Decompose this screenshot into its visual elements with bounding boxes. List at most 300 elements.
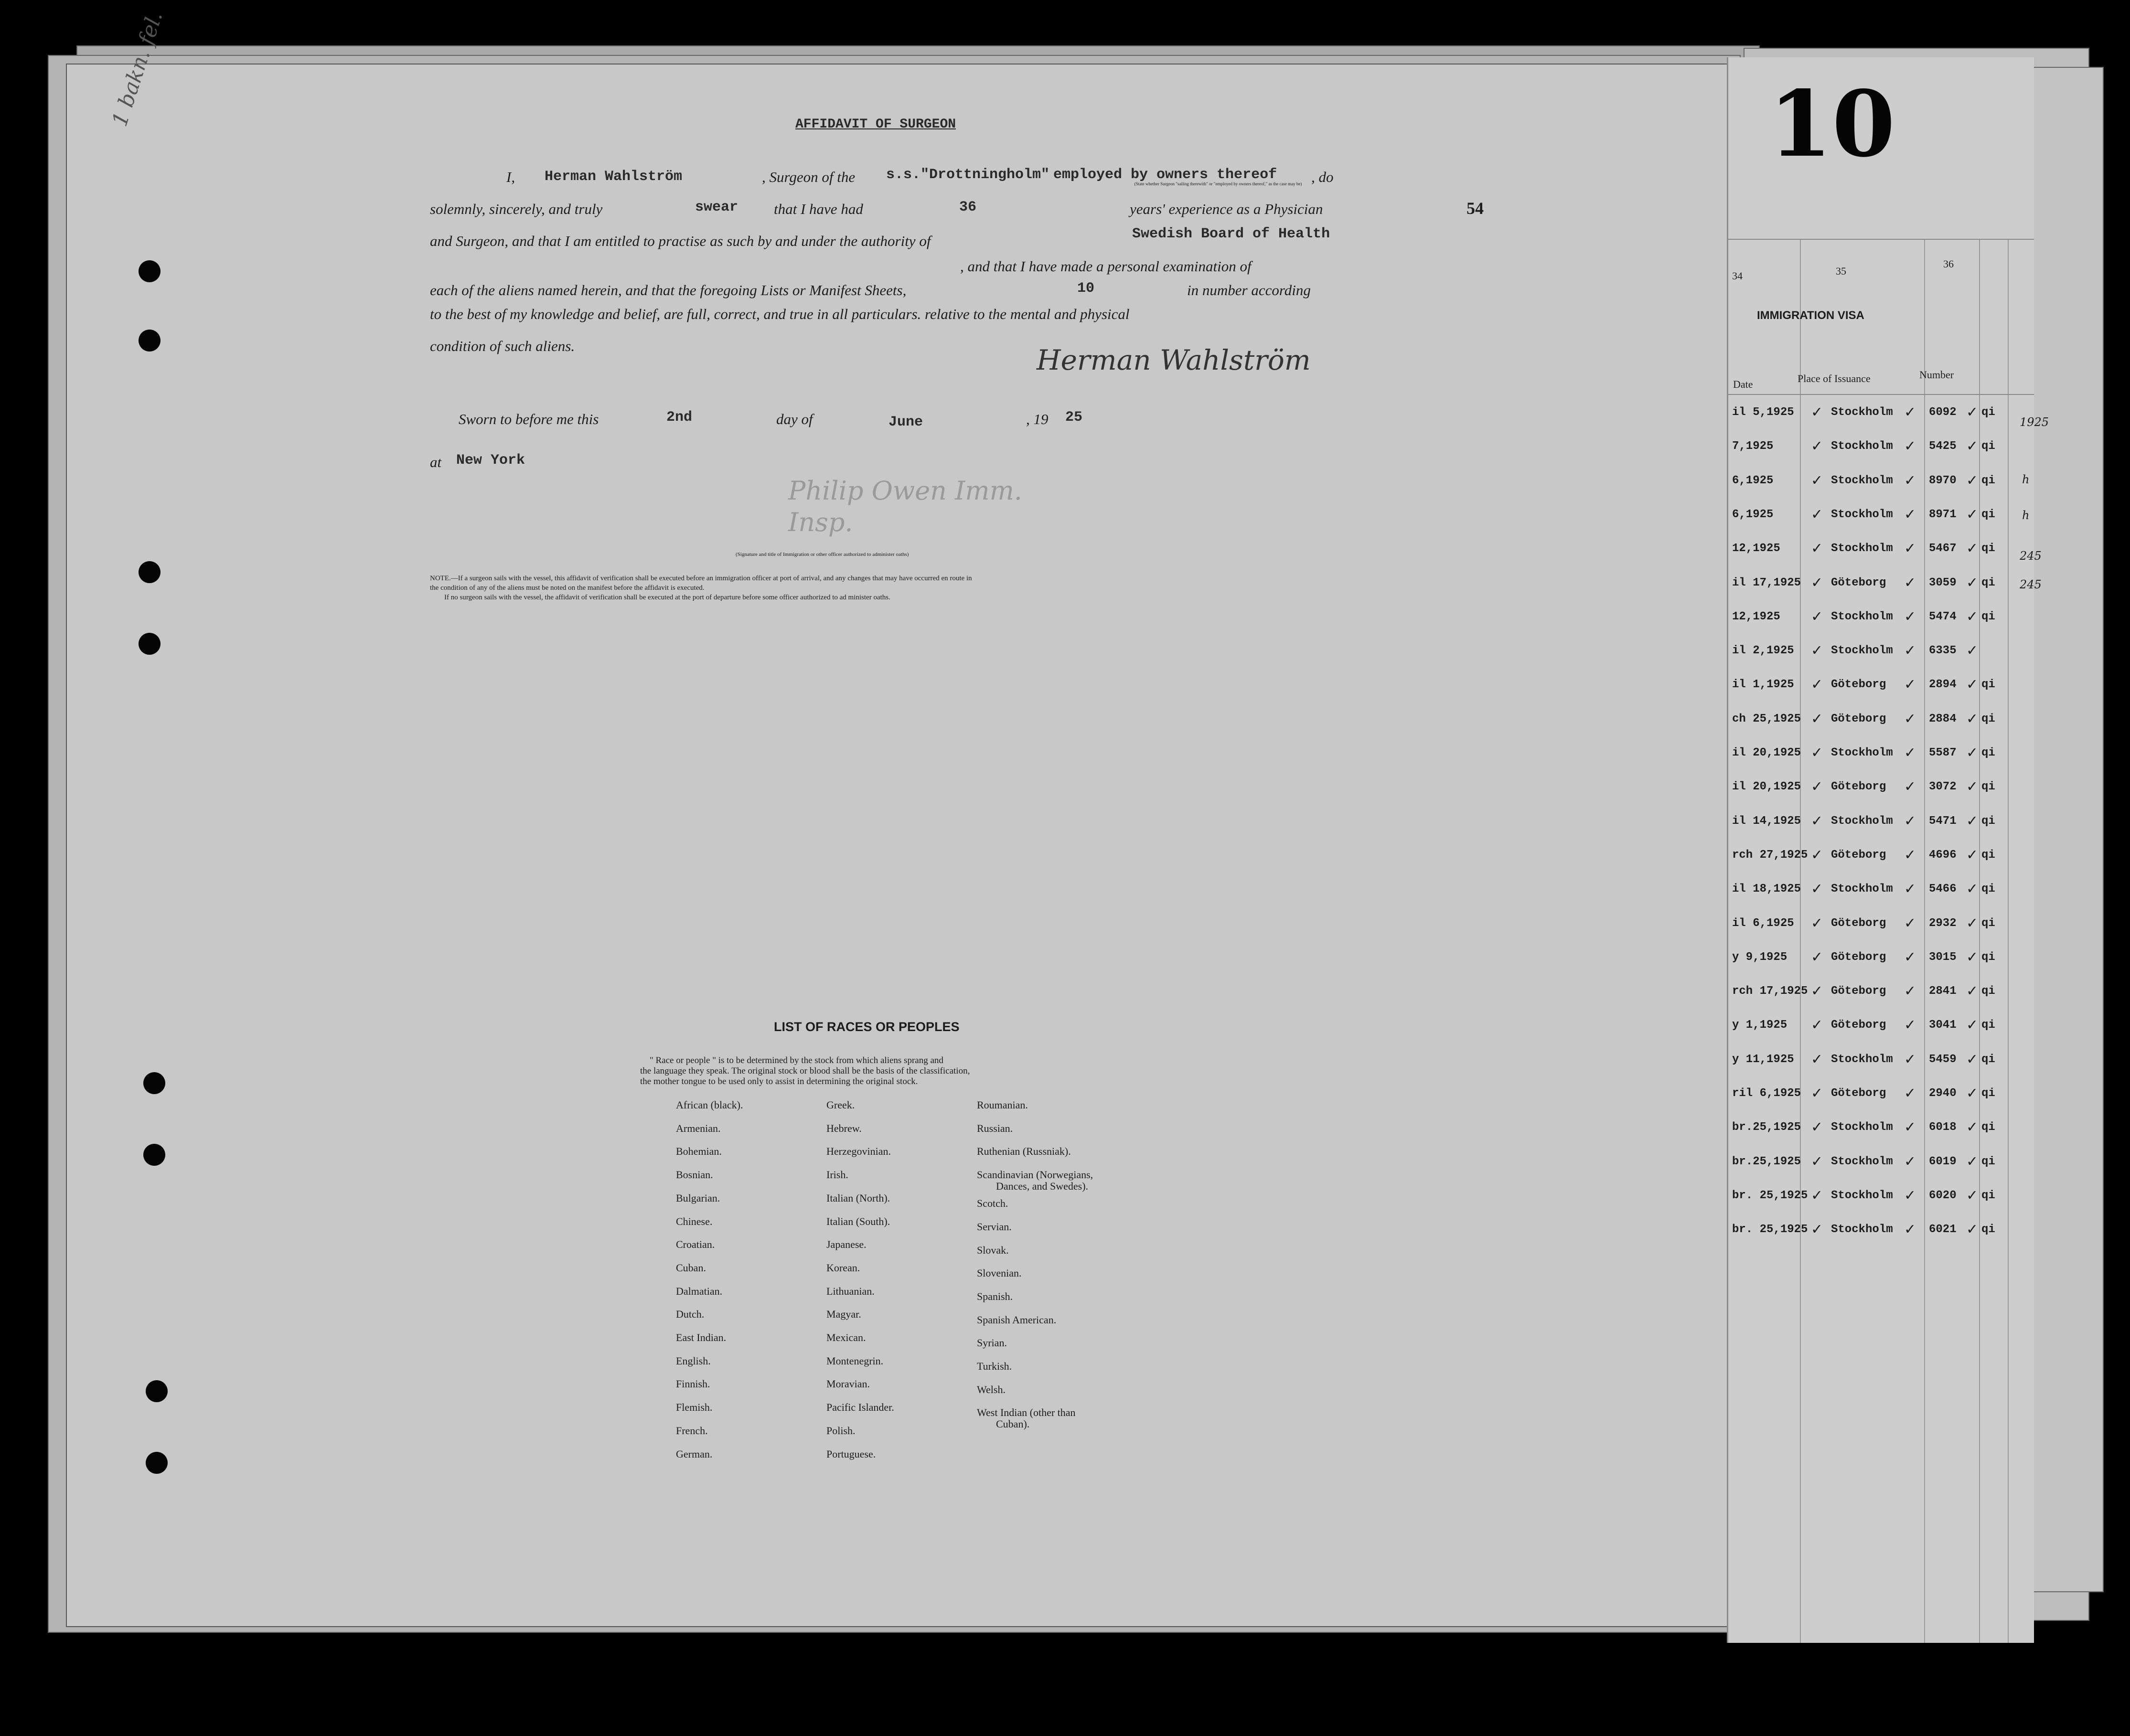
race-item: Korean. (826, 1261, 860, 1274)
check-mark-icon: ✓ (1812, 1017, 1822, 1035)
margin-note: 245 (2020, 549, 2042, 563)
visa-place: Stockholm (1831, 814, 1893, 828)
check-mark-icon: ✓ (1905, 608, 1915, 627)
visa-place: Stockholm (1831, 610, 1893, 623)
line7: condition of such aliens. (430, 338, 575, 354)
line2-b: that I have had (774, 201, 863, 217)
visa-number: 5471 (1929, 814, 1957, 828)
note-2: the condition of any of the aliens must be noted on the manifest before the affidavit is executed. (430, 584, 705, 592)
check-mark-icon: ✓ (1967, 1051, 1977, 1069)
visa-row (1728, 465, 2034, 497)
check-mark-icon: ✓ (1967, 846, 1977, 865)
visa-place: Göteborg (1831, 1019, 1886, 1032)
visa-number: 2932 (1929, 916, 1957, 930)
visa-row (1728, 1111, 2034, 1144)
visa-row (1728, 1044, 2034, 1076)
check-mark-icon: ✓ (1905, 1221, 1915, 1240)
visa-date: il 5,1925 (1732, 406, 1794, 419)
races-column-1 (676, 1094, 743, 1466)
visa-mark: qi (1981, 406, 1995, 419)
check-mark-icon: ✓ (1812, 1221, 1822, 1240)
check-mark-icon: ✓ (1905, 983, 1915, 1001)
race-item: Russian. (977, 1122, 1013, 1134)
race-item: Slovenian. (977, 1267, 1022, 1279)
visa-row (1728, 635, 2034, 667)
race-item: Bosnian. (676, 1169, 713, 1181)
check-mark-icon: ✓ (1812, 1085, 1822, 1103)
visa-place: Göteborg (1831, 1087, 1886, 1100)
visa-date: il 20,1925 (1732, 746, 1801, 759)
visa-place: Stockholm (1831, 1053, 1893, 1066)
surgeon-signature: Herman Wahlström (1037, 344, 1311, 376)
race-item: East Indian. (676, 1331, 727, 1344)
visa-row (1728, 1009, 2034, 1042)
races-column-2 (826, 1094, 894, 1466)
visa-row (1728, 1180, 2034, 1212)
sworn-b: day of (776, 411, 813, 427)
visa-row (1728, 873, 2034, 905)
race-item: Finnish. (676, 1378, 710, 1390)
check-mark-icon: ✓ (1812, 438, 1822, 457)
race-item: Flemish. (676, 1401, 713, 1414)
visa-row (1728, 907, 2034, 940)
line1-b: , Surgeon of the (762, 169, 856, 185)
visa-date: il 1,1925 (1732, 678, 1794, 692)
visa-row (1728, 771, 2034, 803)
line5-a: each of the aliens named herein, and that the foregoing Lists or Manifest Sheets, (430, 282, 907, 298)
check-mark-icon: ✓ (1812, 676, 1822, 695)
visa-number: 6019 (1929, 1155, 1957, 1168)
visa-date: y 1,1925 (1732, 1019, 1787, 1032)
check-mark-icon: ✓ (1967, 1187, 1977, 1205)
check-mark-icon: ✓ (1812, 881, 1822, 899)
visa-place: Göteborg (1831, 678, 1886, 692)
punch-hole (143, 1072, 165, 1094)
check-mark-icon: ✓ (1967, 404, 1977, 422)
visa-mark: qi (1981, 780, 1995, 794)
race-item: Italian (South). (826, 1215, 890, 1227)
visa-number: 6092 (1929, 406, 1957, 419)
visa-place: Stockholm (1831, 406, 1893, 419)
race-item: Spanish. (977, 1290, 1013, 1302)
visa-date: rch 17,1925 (1732, 985, 1808, 998)
check-mark-icon: ✓ (1967, 540, 1977, 559)
header-date: Date (1733, 378, 1753, 390)
check-mark-icon: ✓ (1812, 574, 1822, 593)
race-item: Hebrew. (826, 1122, 862, 1134)
visa-manifest-sheet (1727, 57, 2049, 1643)
check-mark-icon: ✓ (1967, 745, 1977, 763)
check-mark-icon: ✓ (1967, 676, 1977, 695)
race-item: Japanese. (826, 1238, 867, 1251)
race-item: Moravian. (826, 1378, 870, 1390)
margin-note: h (2022, 473, 2030, 486)
visa-mark: qi (1981, 883, 1995, 896)
check-mark-icon: ✓ (1905, 1119, 1915, 1138)
sworn-a: Sworn to before me this (459, 411, 599, 427)
race-item: Lithuanian. (826, 1285, 875, 1297)
check-mark-icon: ✓ (1967, 642, 1977, 661)
check-mark-icon: ✓ (1905, 540, 1915, 559)
check-mark-icon: ✓ (1905, 1085, 1915, 1103)
check-mark-icon: ✓ (1905, 812, 1915, 831)
visa-number: 6335 (1929, 644, 1957, 658)
check-mark-icon: ✓ (1812, 778, 1822, 797)
visa-date: ch 25,1925 (1732, 712, 1801, 725)
visa-date: il 6,1925 (1732, 916, 1794, 930)
column-number: 36 (1943, 258, 1954, 270)
race-item: Chinese. (676, 1215, 713, 1227)
race-item: Scotch. (977, 1197, 1008, 1210)
visa-date: y 11,1925 (1732, 1053, 1794, 1066)
visa-mark: qi (1981, 610, 1995, 623)
visa-row (1728, 567, 2034, 599)
line1-c: , do (1311, 169, 1334, 185)
check-mark-icon: ✓ (1812, 983, 1822, 1001)
visa-number: 6018 (1929, 1121, 1957, 1134)
check-mark-icon: ✓ (1905, 1051, 1915, 1069)
visa-place: Stockholm (1831, 1189, 1893, 1202)
check-mark-icon: ✓ (1812, 812, 1822, 831)
visa-row (1728, 601, 2034, 633)
visa-mark: qi (1981, 474, 1995, 487)
check-mark-icon: ✓ (1905, 404, 1915, 422)
visa-place: Göteborg (1831, 576, 1886, 589)
race-item: West Indian (other than (977, 1406, 1076, 1419)
visa-mark: qi (1981, 1223, 1995, 1236)
visa-date: br. 25,1925 (1732, 1189, 1808, 1202)
check-mark-icon: ✓ (1967, 1153, 1977, 1172)
check-mark-icon: ✓ (1905, 778, 1915, 797)
visa-number: 3072 (1929, 780, 1957, 794)
visa-row (1728, 1146, 2034, 1178)
race-item: Irish. (826, 1169, 848, 1181)
visa-row (1728, 533, 2034, 565)
race-item: Syrian. (977, 1337, 1007, 1349)
visa-mark: qi (1981, 1053, 1995, 1066)
punch-hole (139, 633, 161, 655)
visa-mark: qi (1981, 678, 1995, 692)
check-mark-icon: ✓ (1905, 506, 1915, 524)
years: 36 (959, 199, 977, 215)
visa-date: il 2,1925 (1732, 644, 1794, 658)
visa-date: 12,1925 (1732, 542, 1780, 555)
margin-note: 245 (2020, 578, 2042, 591)
check-mark-icon: ✓ (1905, 642, 1915, 661)
sworn-c: , 19 (1026, 411, 1049, 427)
visa-number: 8970 (1929, 474, 1957, 487)
visa-date: y 9,1925 (1732, 950, 1787, 964)
check-mark-icon: ✓ (1905, 1187, 1915, 1205)
visa-date: il 17,1925 (1732, 576, 1801, 589)
sheet-count: 10 (1077, 280, 1095, 297)
visa-mark: qi (1981, 576, 1995, 589)
visa-date: il 20,1925 (1732, 780, 1801, 794)
race-item: Scandinavian (Norwegians, (977, 1169, 1093, 1181)
races-title: LIST OF RACES OR PEOPLES (774, 1020, 960, 1034)
check-mark-icon: ✓ (1967, 1221, 1977, 1240)
race-item: Croatian. (676, 1238, 715, 1251)
punch-hole (143, 1144, 165, 1166)
sheet-number-label: 10 (1769, 71, 1895, 177)
visa-place: Göteborg (1831, 950, 1886, 964)
check-mark-icon: ✓ (1967, 915, 1977, 933)
race-item: Greek. (826, 1099, 855, 1111)
check-mark-icon: ✓ (1905, 574, 1915, 593)
margin-note: 1925 (2020, 415, 2049, 429)
race-item: Servian. (977, 1220, 1012, 1233)
visa-number: 2841 (1929, 985, 1957, 998)
visa-date: rch 27,1925 (1732, 848, 1808, 862)
visa-date: il 18,1925 (1732, 883, 1801, 896)
authority: Swedish Board of Health (1132, 226, 1330, 242)
race-item: German. (676, 1448, 713, 1460)
visa-date: 7,1925 (1732, 440, 1774, 453)
sworn-year: 25 (1065, 409, 1083, 426)
visa-row (1728, 737, 2034, 769)
check-mark-icon: ✓ (1905, 915, 1915, 933)
race-item: Pacific Islander. (826, 1401, 894, 1414)
visa-number: 3041 (1929, 1019, 1957, 1032)
check-mark-icon: ✓ (1812, 745, 1822, 763)
visa-date: 6,1925 (1732, 474, 1774, 487)
affidavit-sheet (67, 8, 1739, 1626)
race-item: Polish. (826, 1424, 856, 1437)
visa-place: Göteborg (1831, 712, 1886, 725)
visa-date: br.25,1925 (1732, 1121, 1801, 1134)
race-item: African (black). (676, 1099, 743, 1111)
visa-number: 4696 (1929, 848, 1957, 862)
visa-date: br. 25,1925 (1732, 1223, 1808, 1236)
check-mark-icon: ✓ (1967, 574, 1977, 593)
visa-row (1728, 941, 2034, 974)
sworn-day: 2nd (666, 409, 693, 426)
line5-b: in number according (1187, 282, 1311, 298)
column-number: 35 (1836, 265, 1846, 277)
visa-number: 8971 (1929, 508, 1957, 521)
visa-mark: qi (1981, 985, 1995, 998)
line1-a: I, (506, 169, 515, 185)
visa-mark: qi (1981, 746, 1995, 759)
check-mark-icon: ✓ (1905, 881, 1915, 899)
visa-place: Stockholm (1831, 746, 1893, 759)
check-mark-icon: ✓ (1812, 710, 1822, 729)
corner-annotation: 1 bakn. fel. (107, 8, 168, 129)
visa-number: 5459 (1929, 1053, 1957, 1066)
check-mark-icon: ✓ (1812, 1051, 1822, 1069)
line2-c: years' experience as a Physician (1130, 201, 1323, 217)
race-item: Bulgarian. (676, 1192, 720, 1204)
check-mark-icon: ✓ (1967, 881, 1977, 899)
visa-place: Göteborg (1831, 780, 1886, 794)
check-mark-icon: ✓ (1812, 1119, 1822, 1138)
check-mark-icon: ✓ (1905, 710, 1915, 729)
visa-date: 12,1925 (1732, 610, 1780, 623)
header-number: Number (1919, 369, 1954, 381)
visa-place: Stockholm (1831, 474, 1893, 487)
check-mark-icon: ✓ (1967, 948, 1977, 967)
race-item: Cuban). (996, 1418, 1030, 1430)
header-rule (1728, 239, 2034, 240)
check-mark-icon: ✓ (1812, 404, 1822, 422)
check-mark-icon: ✓ (1812, 846, 1822, 865)
visa-row (1728, 396, 2034, 429)
note-3: If no surgeon sails with the vessel, the affidavit of verification shall be executed at the port of departure before some officer authorized to ad minister oaths. (444, 594, 890, 601)
visa-date: 6,1925 (1732, 508, 1774, 521)
visa-mark: qi (1981, 1121, 1995, 1134)
visa-mark: qi (1981, 916, 1995, 930)
check-mark-icon: ✓ (1967, 472, 1977, 490)
affidavit-title: AFFIDAVIT OF SURGEON (795, 117, 956, 132)
check-mark-icon: ✓ (1905, 745, 1915, 763)
check-mark-icon: ✓ (1812, 948, 1822, 967)
employer: employed by owners thereof (1053, 167, 1277, 183)
race-item: Herzegovinian. (826, 1145, 891, 1158)
line2-a: solemnly, sincerely, and truly (430, 201, 603, 217)
race-item: Dances, and Swedes). (996, 1180, 1089, 1193)
visa-place: Göteborg (1831, 848, 1886, 862)
check-mark-icon: ✓ (1967, 506, 1977, 524)
vessel-name: s.s."Drottningholm" (886, 167, 1050, 183)
visa-row (1728, 805, 2034, 838)
visa-number: 5587 (1929, 746, 1957, 759)
race-item: Mexican. (826, 1331, 866, 1344)
race-item: Bohemian. (676, 1145, 722, 1158)
officer-signature: Philip Owen Imm. Insp. (788, 476, 1022, 537)
race-item: Cuban. (676, 1261, 706, 1274)
place: New York (456, 452, 525, 469)
visa-mark: qi (1981, 1155, 1995, 1168)
check-mark-icon: ✓ (1905, 948, 1915, 967)
check-mark-icon: ✓ (1905, 676, 1915, 695)
race-item: Italian (North). (826, 1192, 890, 1204)
visa-place: Göteborg (1831, 985, 1886, 998)
note-1: NOTE.—If a surgeon sails with the vessel, this affidavit of verification shall be executed before an immigration officer at port of arrival, and any changes that may have occurred en route in (430, 575, 972, 582)
check-mark-icon: ✓ (1967, 1085, 1977, 1103)
line6: to the best of my knowledge and belief, are full, correct, and true in all particulars. relative to the mental and physical (430, 306, 1130, 322)
visa-mark: qi (1981, 440, 1995, 453)
check-mark-icon: ✓ (1812, 540, 1822, 559)
visa-row (1728, 430, 2034, 463)
races-column-3 (977, 1094, 1093, 1430)
punch-hole (146, 1452, 168, 1474)
race-item: Slovak. (977, 1244, 1009, 1256)
visa-number: 2884 (1929, 712, 1957, 725)
visa-date: il 14,1925 (1732, 814, 1801, 828)
visa-heading: IMMIGRATION VISA (1757, 309, 1864, 322)
visa-mark: qi (1981, 814, 1995, 828)
visa-date: br.25,1925 (1732, 1155, 1801, 1168)
race-item: English. (676, 1354, 711, 1367)
visa-place: Stockholm (1831, 508, 1893, 521)
race-item: Magyar. (826, 1308, 861, 1321)
race-item: Portuguese. (826, 1448, 876, 1460)
officer-caption: (Signature and title of Immigration or other officer authorized to administer oaths) (736, 552, 909, 557)
visa-row (1728, 669, 2034, 701)
visa-mark: qi (1981, 1087, 1995, 1100)
header-rule (1728, 394, 2034, 395)
visa-number: 2894 (1929, 678, 1957, 692)
race-item: Dalmatian. (676, 1285, 723, 1297)
visa-number: 6021 (1929, 1223, 1957, 1236)
check-mark-icon: ✓ (1967, 1017, 1977, 1035)
visa-mark: qi (1981, 712, 1995, 725)
race-item: French. (676, 1424, 708, 1437)
visa-mark: qi (1981, 950, 1995, 964)
employer-note: (State whether Surgeon "sailing therewith" or "employed by owners thereof," as the case may be) (1134, 181, 1302, 186)
sworn-month: June (888, 414, 923, 430)
visa-place: Stockholm (1831, 542, 1893, 555)
visa-number: 5425 (1929, 440, 1957, 453)
visa-row (1728, 1214, 2034, 1246)
header-place: Place of Issuance (1798, 373, 1871, 384)
visa-place: Stockholm (1831, 1223, 1893, 1236)
check-mark-icon: ✓ (1905, 438, 1915, 457)
visa-number: 2940 (1929, 1087, 1957, 1100)
check-mark-icon: ✓ (1905, 472, 1915, 490)
visa-mark: qi (1981, 508, 1995, 521)
check-mark-icon: ✓ (1812, 642, 1822, 661)
races-intro-2: the language they speak. The original stock or blood shall be the basis of the classification, (640, 1066, 970, 1076)
visa-number: 3059 (1929, 576, 1957, 589)
races-intro-3: the mother tongue to be used only to assist in determining the original stock. (640, 1076, 918, 1086)
surgeon-name: Herman Wahlström (545, 169, 683, 185)
check-mark-icon: ✓ (1812, 915, 1822, 933)
at-label: at (430, 454, 442, 470)
race-item: Turkish. (977, 1360, 1012, 1373)
line3: and Surgeon, and that I am entitled to practise as such by and under the authority of (430, 233, 931, 249)
page-number: 54 (1466, 199, 1484, 218)
visa-number: 5474 (1929, 610, 1957, 623)
race-item: Ruthenian (Russniak). (977, 1145, 1071, 1158)
check-mark-icon: ✓ (1905, 1017, 1915, 1035)
visa-mark: qi (1981, 1019, 1995, 1032)
column-number: 34 (1732, 270, 1743, 282)
check-mark-icon: ✓ (1905, 846, 1915, 865)
visa-row (1728, 499, 2034, 531)
race-item: Montenegrin. (826, 1354, 884, 1367)
visa-number: 5466 (1929, 883, 1957, 896)
check-mark-icon: ✓ (1967, 778, 1977, 797)
race-item: Roumanian. (977, 1099, 1028, 1111)
visa-date: ril 6,1925 (1732, 1087, 1801, 1100)
check-mark-icon: ✓ (1812, 506, 1822, 524)
punch-hole (139, 330, 161, 351)
visa-place: Stockholm (1831, 644, 1893, 658)
visa-number: 5467 (1929, 542, 1957, 555)
visa-number: 3015 (1929, 950, 1957, 964)
race-item: Welsh. (977, 1383, 1006, 1395)
visa-row (1728, 975, 2034, 1008)
punch-hole (139, 260, 161, 282)
visa-mark: qi (1981, 542, 1995, 555)
visa-mark: qi (1981, 848, 1995, 862)
race-item: Spanish American. (977, 1313, 1057, 1326)
visa-mark: qi (1981, 1189, 1995, 1202)
visa-place: Stockholm (1831, 883, 1893, 896)
visa-place: Stockholm (1831, 1155, 1893, 1168)
check-mark-icon: ✓ (1967, 438, 1977, 457)
check-mark-icon: ✓ (1967, 983, 1977, 1001)
visa-place: Göteborg (1831, 916, 1886, 930)
check-mark-icon: ✓ (1967, 710, 1977, 729)
race-item: Dutch. (676, 1308, 705, 1321)
check-mark-icon: ✓ (1967, 608, 1977, 627)
margin-note: h (2022, 509, 2030, 522)
oath: swear (695, 199, 739, 215)
check-mark-icon: ✓ (1812, 1187, 1822, 1205)
visa-place: Stockholm (1831, 1121, 1893, 1134)
